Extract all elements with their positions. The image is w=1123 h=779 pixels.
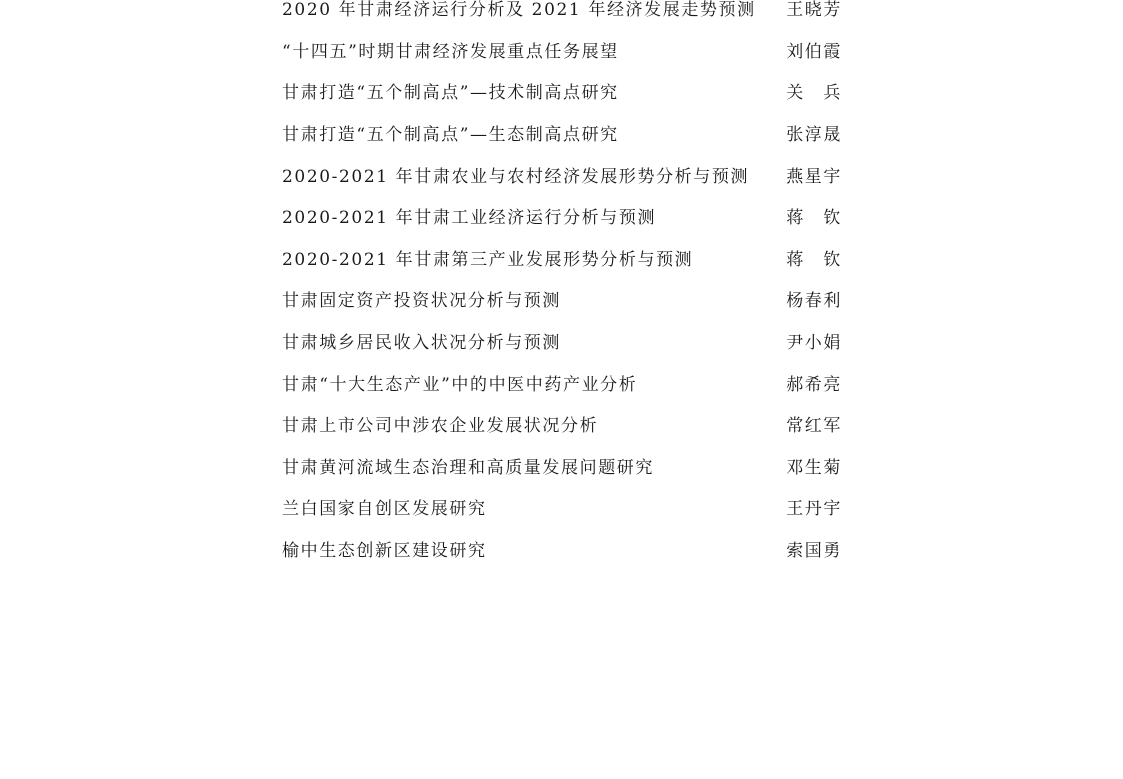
toc-entry-title: 甘肃“十大生态产业”中的中医中药产业分析 bbox=[282, 374, 638, 395]
toc-entry-title: “十四五”时期甘肃经济发展重点任务展望 bbox=[282, 41, 619, 62]
toc-entry-author: 燕星宇 bbox=[786, 166, 842, 187]
toc-entry-author: 关 兵 bbox=[786, 83, 842, 104]
toc-entry-title: 甘肃城乡居民收入状况分析与预测 bbox=[282, 333, 561, 354]
toc-entry-author: 王晓芳 bbox=[786, 0, 842, 21]
toc-entry-author: 张淳晟 bbox=[786, 125, 842, 146]
toc-entry bbox=[282, 29, 844, 71]
toc-entry bbox=[282, 153, 844, 195]
toc-entry-title: 甘肃打造“五个制高点”—技术制高点研究 bbox=[282, 83, 619, 104]
toc-entry-title: 甘肃固定资产投资状况分析与预测 bbox=[282, 291, 561, 312]
toc-entry-author: 尹小娟 bbox=[786, 333, 842, 354]
toc-entry-author: 索国勇 bbox=[786, 541, 842, 562]
toc-entry-title: 2020-2021 年甘肃第三产业发展形势分析与预测 bbox=[282, 249, 694, 270]
toc-entry bbox=[282, 528, 844, 570]
toc-entry-author: 蒋 钦 bbox=[786, 208, 842, 229]
toc-entry-author: 常红军 bbox=[786, 416, 842, 437]
toc-entry bbox=[282, 320, 844, 362]
toc-entry-author: 邓生菊 bbox=[786, 457, 842, 478]
toc-entry bbox=[282, 278, 844, 320]
toc-entry-title: 2020 年甘肃经济运行分析及 2021 年经济发展走势预测 bbox=[282, 0, 756, 21]
toc-entry-title: 兰白国家自创区发展研究 bbox=[282, 499, 487, 520]
toc-entry-title: 榆中生态创新区建设研究 bbox=[282, 541, 487, 562]
toc-entry-author: 蒋 钦 bbox=[786, 249, 842, 270]
toc-entry-title: 甘肃打造“五个制高点”—生态制高点研究 bbox=[282, 125, 619, 146]
toc-entry bbox=[282, 0, 844, 29]
toc-entry-title: 2020-2021 年甘肃工业经济运行分析与预测 bbox=[282, 208, 657, 229]
toc-entry-author: 郝希亮 bbox=[786, 374, 842, 395]
toc-entry bbox=[282, 112, 844, 154]
toc-entry bbox=[282, 70, 844, 112]
toc-entry bbox=[282, 486, 844, 528]
toc-entry bbox=[282, 361, 844, 403]
toc-entry-title: 甘肃上市公司中涉农企业发展状况分析 bbox=[282, 416, 599, 437]
toc-entry bbox=[282, 195, 844, 237]
table-of-contents bbox=[282, 0, 844, 569]
toc-entry-author: 刘伯霞 bbox=[786, 41, 842, 62]
toc-entry bbox=[282, 445, 844, 487]
toc-entry bbox=[282, 403, 844, 445]
toc-entry-author: 杨春利 bbox=[786, 291, 842, 312]
toc-entry-author: 王丹宇 bbox=[786, 499, 842, 520]
toc-entry-title: 2020-2021 年甘肃农业与农村经济发展形势分析与预测 bbox=[282, 166, 750, 187]
toc-entry bbox=[282, 237, 844, 279]
toc-entry-title: 甘肃黄河流域生态治理和高质量发展问题研究 bbox=[282, 457, 654, 478]
